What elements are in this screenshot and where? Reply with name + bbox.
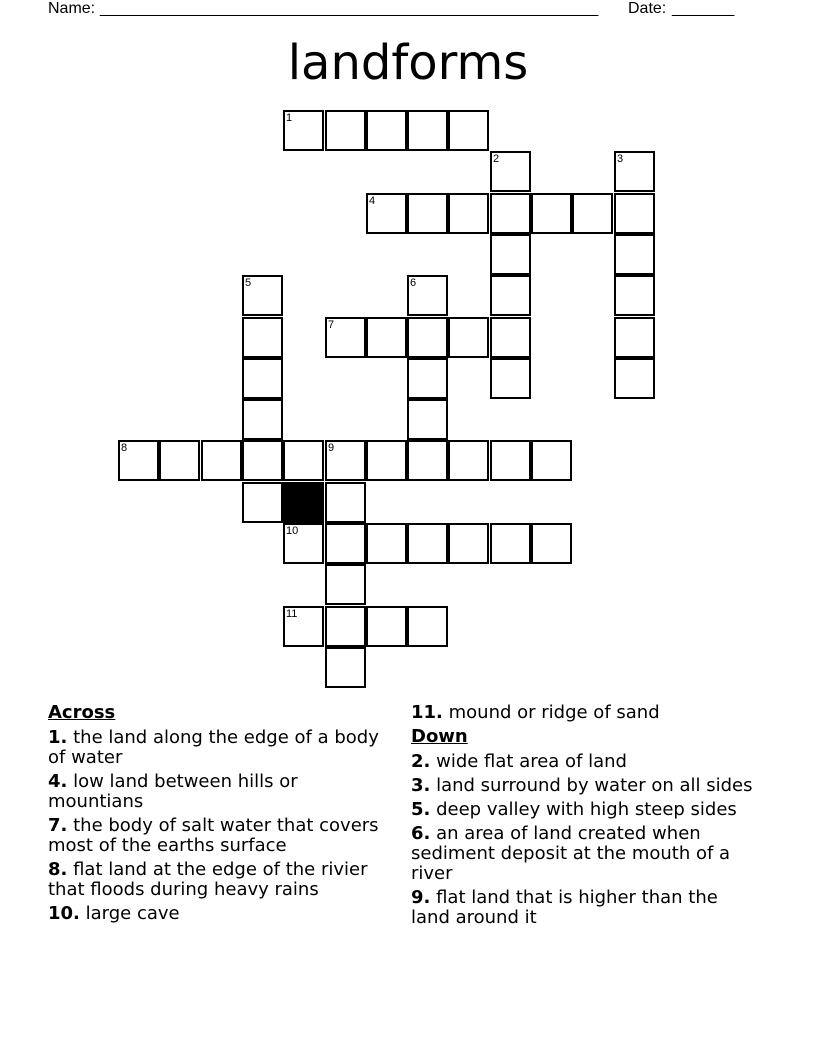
clue-across-10 [48, 904, 393, 924]
clue-number: 3. [411, 775, 431, 796]
clue-number: 1. [48, 727, 68, 748]
cell-number: 3 [617, 153, 624, 165]
clue-number: 6. [411, 823, 431, 844]
grid-cell[interactable] [366, 110, 407, 151]
grid-cell[interactable] [325, 482, 366, 523]
clue-text: an area of land created when sediment deposit at the mouth of a river [411, 823, 731, 884]
grid-cell[interactable] [448, 110, 489, 151]
name-field[interactable]: ________________________________________________________ [100, 0, 599, 17]
clue-down-9 [411, 888, 756, 928]
grid-cell[interactable] [118, 440, 159, 481]
grid-cell[interactable] [407, 399, 448, 440]
grid-cell[interactable] [448, 440, 489, 481]
across-heading: Across [48, 702, 116, 723]
clue-across-7 [48, 816, 393, 856]
grid-cell[interactable] [407, 358, 448, 399]
clue-down-5 [411, 800, 756, 820]
grid-cell[interactable] [407, 606, 448, 647]
grid-cell[interactable] [614, 275, 655, 316]
clue-text: land surround by water on all sides [430, 775, 753, 796]
clue-number: 11. [411, 702, 443, 723]
grid-cell[interactable] [242, 440, 283, 481]
grid-cell[interactable] [490, 358, 531, 399]
grid-cell[interactable] [242, 275, 283, 316]
date-field[interactable]: _______ [672, 0, 735, 17]
grid-cell[interactable] [325, 317, 366, 358]
grid-cell[interactable] [407, 275, 448, 316]
clue-down-2 [411, 752, 756, 772]
grid-cell[interactable] [366, 440, 407, 481]
grid-cell[interactable] [407, 440, 448, 481]
cell-number: 6 [410, 277, 417, 289]
clue-down-6 [411, 824, 756, 884]
grid-cell[interactable] [366, 317, 407, 358]
clue-text: wide flat area of land [430, 751, 627, 772]
clue-down-3 [411, 776, 756, 796]
clue-number: 10. [48, 903, 80, 924]
grid-cell[interactable] [614, 358, 655, 399]
grid-cell[interactable] [283, 110, 324, 151]
grid-cell[interactable] [614, 234, 655, 275]
grid-cell[interactable] [490, 275, 531, 316]
clue-text: low land between hills or mountians [48, 771, 298, 812]
grid-cell[interactable] [366, 523, 407, 564]
cell-number: 1 [286, 112, 293, 124]
grid-cell[interactable] [490, 440, 531, 481]
grid-cell[interactable] [407, 193, 448, 234]
grid-cell[interactable] [325, 564, 366, 605]
grid-cell[interactable] [325, 647, 366, 688]
grid-cell[interactable] [242, 399, 283, 440]
clue-across-4 [48, 772, 393, 812]
grid-cell[interactable] [531, 523, 572, 564]
grid-cell[interactable] [407, 317, 448, 358]
cell-number: 9 [328, 442, 335, 454]
cell-number: 10 [286, 525, 299, 537]
grid-cell[interactable] [366, 193, 407, 234]
clue-text: large cave [79, 903, 180, 924]
clue-number: 4. [48, 771, 68, 792]
clue-text: deep valley with high steep sides [430, 799, 737, 820]
clue-number: 7. [48, 815, 68, 836]
black-cell [283, 482, 324, 523]
grid-cell[interactable] [366, 606, 407, 647]
cell-number: 2 [493, 153, 500, 165]
grid-cell[interactable] [614, 151, 655, 192]
grid-cell[interactable] [159, 440, 200, 481]
grid-cell[interactable] [531, 440, 572, 481]
grid-cell[interactable] [325, 606, 366, 647]
clue-number: 5. [411, 799, 431, 820]
grid-cell[interactable] [448, 523, 489, 564]
clue-across-8 [48, 860, 393, 900]
grid-cell[interactable] [325, 523, 366, 564]
grid-cell[interactable] [325, 440, 366, 481]
grid-cell[interactable] [283, 523, 324, 564]
cell-number: 4 [369, 195, 376, 207]
grid-cell[interactable] [490, 317, 531, 358]
clue-across-11 [411, 703, 756, 723]
clue-number: 2. [411, 751, 431, 772]
grid-cell[interactable] [242, 358, 283, 399]
down-heading: Down [411, 726, 468, 747]
date-label: Date: [628, 0, 667, 17]
cell-number: 8 [121, 442, 128, 454]
grid-cell[interactable] [201, 440, 242, 481]
grid-cell[interactable] [407, 110, 448, 151]
clue-text: the body of salt water that covers most of the earths surface [48, 815, 379, 856]
clue-across-1 [48, 728, 393, 768]
grid-cell[interactable] [407, 523, 448, 564]
grid-cell[interactable] [490, 234, 531, 275]
grid-cell[interactable] [448, 317, 489, 358]
name-label: Name: [48, 0, 96, 17]
down-clues [411, 703, 756, 932]
across-clues [48, 703, 393, 928]
cell-number: 7 [328, 319, 335, 331]
grid-cell[interactable] [242, 482, 283, 523]
cell-number: 5 [245, 277, 252, 289]
grid-cell[interactable] [325, 110, 366, 151]
clue-text: the land along the edge of a body of water [48, 727, 379, 768]
grid-cell[interactable] [283, 606, 324, 647]
grid-cell[interactable] [242, 317, 283, 358]
grid-cell[interactable] [448, 193, 489, 234]
grid-cell[interactable] [614, 193, 655, 234]
clue-text: flat land that is higher than the land around it [411, 887, 718, 928]
grid-cell[interactable] [283, 440, 324, 481]
grid-cell[interactable] [490, 193, 531, 234]
grid-cell[interactable] [614, 317, 655, 358]
cell-number: 11 [286, 608, 298, 620]
clue-number: 8. [48, 859, 68, 880]
grid-cell[interactable] [490, 151, 531, 192]
grid-cell[interactable] [490, 523, 531, 564]
clue-text: mound or ridge of sand [442, 702, 660, 723]
grid-cell[interactable] [572, 193, 613, 234]
clue-text: flat land at the edge of the rivier that floods during heavy rains [48, 859, 368, 900]
clue-number: 9. [411, 887, 431, 908]
grid-cell[interactable] [531, 193, 572, 234]
page-title: landforms [287, 35, 529, 91]
